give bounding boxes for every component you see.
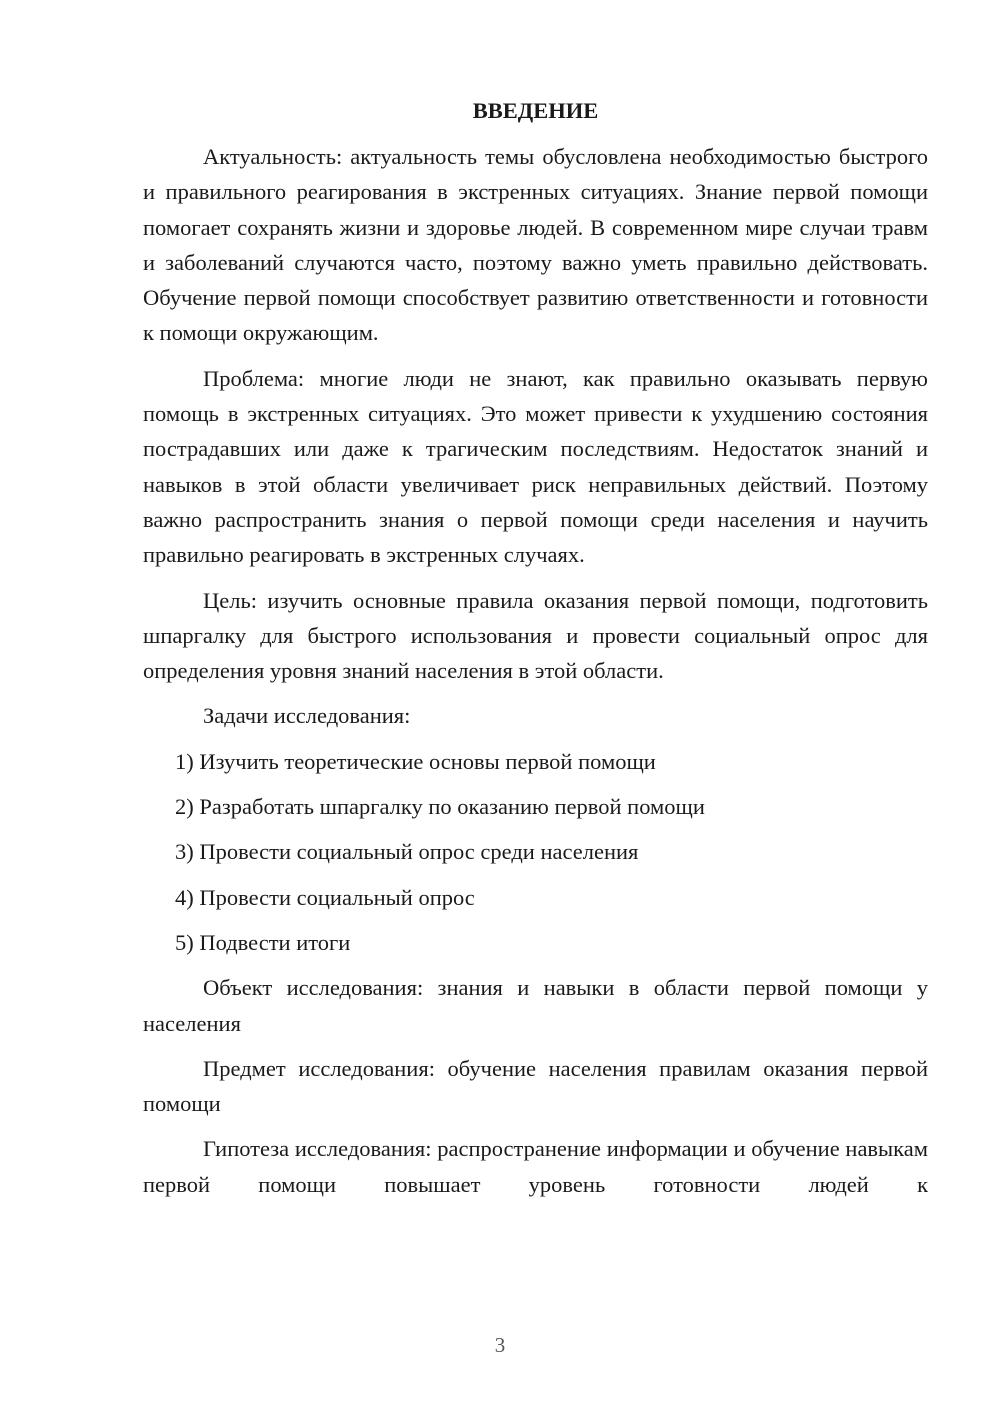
task-item: 3) Провести социальный опрос среди населения (175, 839, 639, 865)
task-item: 5) Подвести итоги (175, 929, 351, 955)
task-item: 1) Изучить теоретические основы первой помощи (175, 748, 656, 774)
goal-paragraph: Цель: изучить основные правила оказания первой помощи, подготовить шпаргалку для быстрого использования и провести социальный опрос для определения уровня знаний населения в этой области. (143, 587, 928, 684)
object-paragraph: Объект исследования: знания и навыки в области первой помощи у населения (143, 975, 928, 1036)
task-item: 2) Разработать шпаргалку по оказанию первой помощи (175, 794, 705, 820)
document-page (143, 93, 928, 1202)
tasks-list (143, 744, 928, 960)
task-item: 4) Провести социальный опрос (175, 884, 475, 910)
section-heading: ВВЕДЕНИЕ (472, 98, 599, 123)
problem-paragraph: Проблема: многие люди не знают, как правильно оказывать первую помощь в экстренных ситуациях. Это может привести к ухудшению состояния пострадавших или даже к трагическим последствиям. Недостаток знаний и навыков в этой области увеличивает риск неправильных действий. Поэтому важно распространить знания о первой помощи среди населения и научить правильно реагировать в экстренных случаях. (143, 365, 928, 568)
page-number: 3 (494, 1333, 506, 1357)
hypothesis-paragraph: Гипотеза исследования: распространение информации и обучение навыкам первой помощи повышает уровень готовности людей к (143, 1136, 928, 1197)
tasks-title: Задачи исследования: (203, 703, 411, 729)
subject-paragraph: Предмет исследования: обучение населения правилам оказания первой помощи (143, 1055, 928, 1117)
relevance-paragraph: Актуальность: актуальность темы обусловлена необходимостью быстрого и правильного реагирования в экстренных ситуациях. Знание первой помощи помогает сохранять жизни и здоровье людей. В современном мире случаи травм и заболеваний случаются часто, поэтому важно уметь правильно действовать. Обучение первой помощи способствует развитию ответственности и готовности к помощи окружающим. (143, 144, 928, 346)
